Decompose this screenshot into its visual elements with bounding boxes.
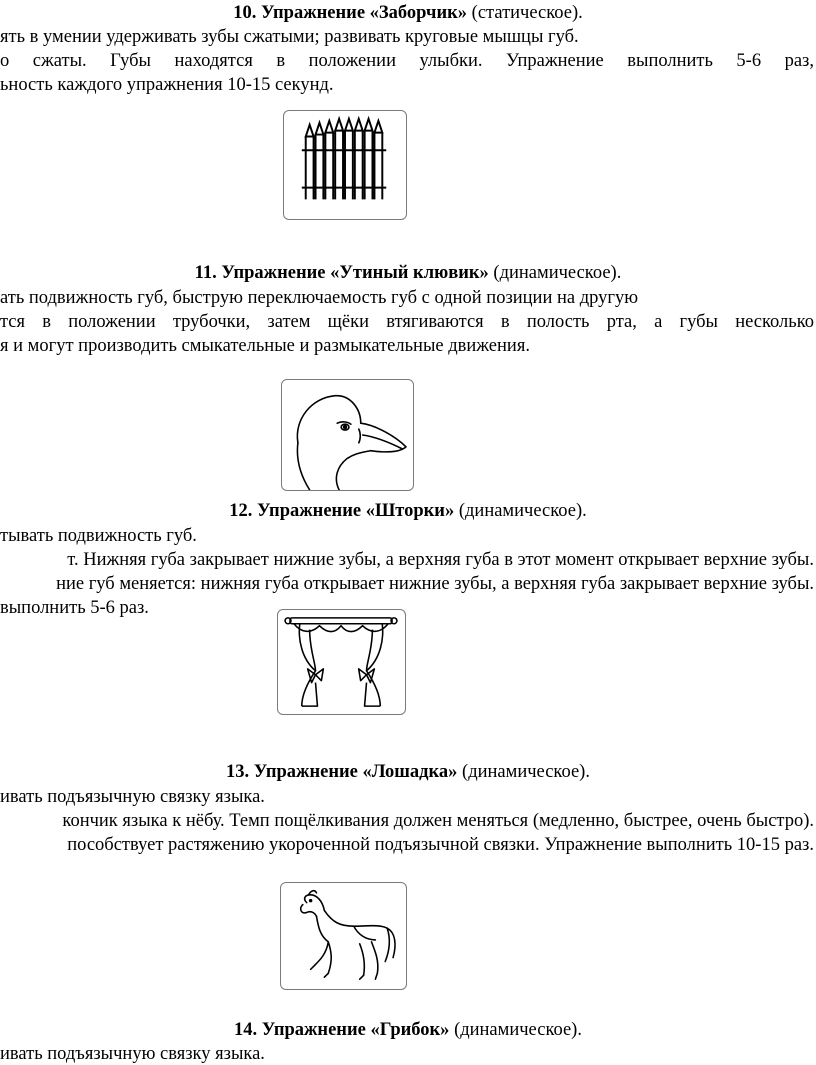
exercise-12-line-4: выполнить 5-6 раз. — [0, 598, 149, 618]
exercise-11-line-1: ать подвижность губ, быструю переключаемость губ с одной позиции на другую — [0, 288, 639, 308]
fence-image — [283, 110, 407, 220]
duck-icon — [282, 380, 413, 490]
exercise-12-line-3: ние губ меняется: нижняя губа открывает нижние зубы, а верхняя губа закрывает верхние зубы. — [56, 574, 814, 594]
exercise-10-heading — [0, 2, 816, 24]
exercise-14-type: (динамическое). — [449, 1020, 582, 1040]
exercise-13-line-3: пособствует растяжению укороченной подъязычной связки. Упражнение выполнить 10-15 раз. — [67, 835, 814, 855]
exercise-11-line-3: я и могут производить смыкательные и размыкательные движения. — [0, 336, 530, 356]
exercise-13-line-2: кончик языка к нёбу. Темп пощёлкивания должен меняться (медленно, быстрее, очень быстро). — [62, 811, 814, 831]
exercise-13-heading — [0, 761, 816, 783]
exercise-11-line-2: тся в положении трубочки, затем щёки втягиваются в полость рта, а губы несколько — [0, 312, 814, 332]
exercise-13-type: (динамическое). — [457, 762, 590, 782]
exercise-11-title: 11. Упражнение «Утиный клювик» — [194, 263, 489, 283]
exercise-10-line-1: ять в умении удерживать зубы сжатыми; развивать круговые мышцы губ. — [0, 27, 579, 47]
exercise-12-title: 12. Упражнение «Шторки» — [229, 501, 455, 521]
exercise-14-line-1: ивать подъязычную связку языка. — [0, 1044, 265, 1064]
exercise-13-title: 13. Упражнение «Лошадка» — [226, 762, 458, 782]
exercise-11-heading — [0, 262, 816, 284]
exercise-11-type: (динамическое). — [488, 263, 622, 283]
exercise-10-type: (статическое). — [467, 3, 583, 23]
exercise-12-heading — [0, 500, 816, 522]
exercise-10-line-3: ьность каждого упражнения 10-15 секунд. — [0, 75, 334, 95]
exercise-12-line-2: т. Нижняя губа закрывает нижние зубы, а верхняя губа в этот момент открывает верхние зубы. — [67, 550, 814, 570]
exercise-12-type: (динамическое). — [454, 501, 587, 521]
exercise-14-title: 14. Упражнение «Грибок» — [234, 1020, 450, 1040]
fence-icon — [284, 111, 406, 219]
exercise-14-heading — [0, 1019, 816, 1041]
duck-image — [281, 379, 414, 491]
exercise-10-line-2: о сжаты. Губы находятся в положении улыбки. Упражнение выполнить 5-6 раз, — [0, 51, 814, 71]
exercise-10-title: 10. Упражнение «Заборчик» — [233, 3, 468, 23]
horse-image — [280, 882, 407, 990]
exercise-13-line-1: ивать подъязычную связку языка. — [0, 787, 265, 807]
exercise-12-line-1: тывать подвижность губ. — [0, 526, 197, 546]
horse-icon — [281, 883, 406, 989]
curtains-icon — [278, 610, 405, 714]
curtains-image — [277, 609, 406, 715]
